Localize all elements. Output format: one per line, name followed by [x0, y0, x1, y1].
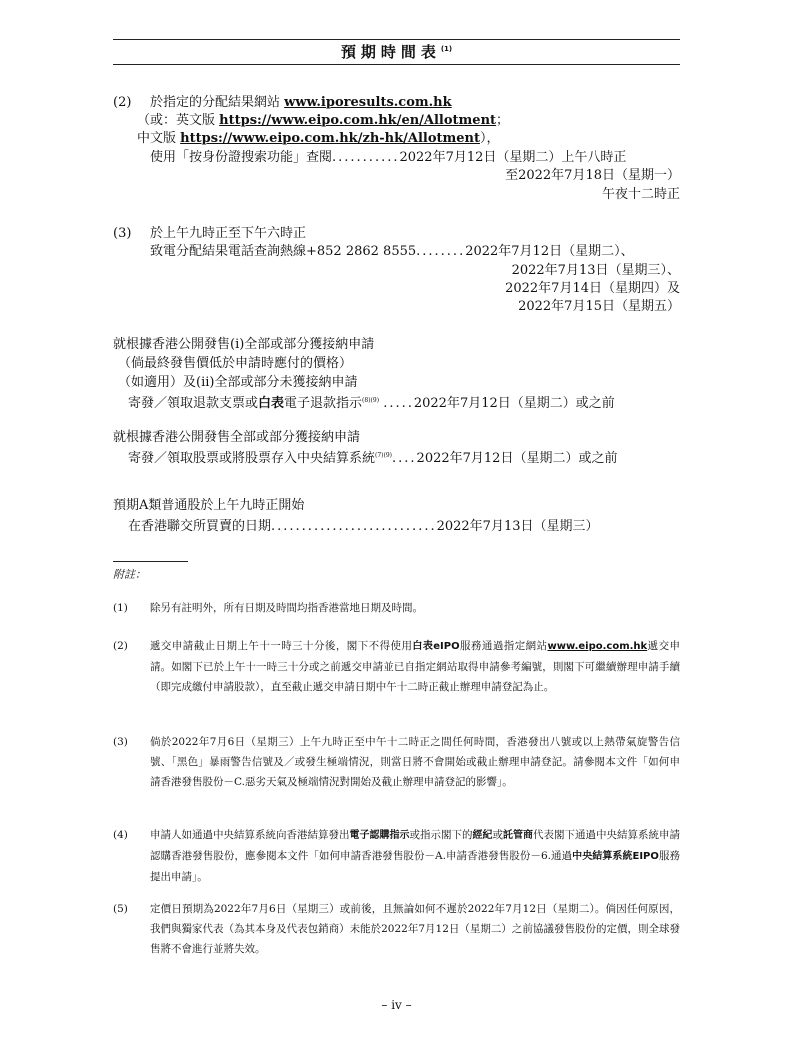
item2-line3: [137, 130, 500, 148]
page-title-text: 預期時間表: [340, 43, 441, 61]
header-top-rule: [113, 39, 680, 40]
certificates-date: 2022年7月12日（星期二）或之前: [416, 451, 618, 466]
note4-text-d: 代表閣下通過中央結算系統申請認購香港發售股份，應參閱本文件「如何申請香港發售股份－A.申請香港發售股份－6.通過: [150, 829, 680, 862]
note5-text: 定價日預期為2022年7月6日（星期三）或前後，且無論如何不遲於2022年7月12日（星期二）。倘因任何原因，我們與獨家代表（為其本身及代表包銷商）未能於2022年7月12日（星期二）之前協議發售股份的定價，則全球發售將不會進行並將失效。: [150, 903, 680, 955]
note4-text: [150, 825, 680, 887]
refund-line4-text: 寄發／領取退款支票或: [128, 396, 259, 411]
refund-date: 2022年7月12日（星期二）或之前: [413, 396, 615, 411]
notes-divider: [113, 561, 188, 562]
broker-label: 經紀: [472, 830, 493, 841]
certificates-leader-dots: ....: [392, 451, 417, 466]
page-number: – iv –: [381, 998, 412, 1012]
refund-line2: （倘最終發售價低於申請時應付的價格）: [118, 356, 353, 371]
refund-leader-dots: .....: [383, 396, 414, 411]
item3-line2: [150, 243, 634, 261]
item2-line1: [150, 94, 452, 112]
note2-text-a: 遞交申請截止日期上午十一時三十分後，閣下不得使用: [150, 640, 413, 652]
item3-number: (3): [113, 226, 132, 241]
custodian-label: 託管商: [503, 830, 533, 841]
item2-line2: [137, 112, 509, 130]
refund-line4-text-b: 電子退款指示: [284, 396, 363, 411]
note3-number: (3): [113, 736, 128, 748]
item3-line1: 於上午九時正至下午六時正: [150, 226, 307, 241]
item3-date-3: 2022年7月14日（星期四）及: [505, 281, 680, 296]
white-form-eipo-label: 白表eIPO: [412, 641, 460, 652]
page-title-note: (1): [440, 45, 453, 53]
note2-text-b: 服務通過指定網站: [459, 640, 548, 652]
certificates-note-ref: (7)(9): [375, 452, 393, 459]
item3-leader-dots: ........: [416, 244, 466, 259]
iporesults-link[interactable]: www.iporesults.com.hk: [284, 95, 452, 110]
white-form-label: 白表: [258, 396, 285, 411]
item2-leader-dots: ...........: [332, 150, 400, 165]
item2-number: (2): [113, 95, 132, 110]
item2-line4-label: 使用「按身份證搜索功能」查閱: [150, 150, 333, 165]
note3-text: 倘於2022年7月6日（星期三）上午九時正至中午十二時正之間任何時間，香港發出八號或以上熱帶氣旋警告信號、「黑色」暴雨警告信號及／或發生極端情況，則當日將不會開始或截止辦理申請登記。請參閱本文件「如何申請香港發售股份－C.惡劣天氣及極端情況對開始及截止辦理申請登記的影響」。: [150, 736, 680, 788]
eipo-en-link[interactable]: https://www.eipo.com.hk/en/Allotment: [219, 113, 497, 128]
electronic-application-label: 電子認購指示: [349, 830, 410, 841]
item3-date-4: 2022年7月15日（星期五）: [518, 299, 680, 314]
note4-text-a: 申請人如通過中央結算系統向香港結算發出: [150, 829, 350, 841]
refund-line3: （如適用）及(ii)全部或部分未獲接納申請: [118, 375, 358, 390]
certificates-line2: [128, 447, 617, 468]
page-title: [113, 41, 680, 62]
eipo-zh-link[interactable]: https://www.eipo.com.hk/zh-hk/Allotment: [180, 131, 480, 146]
refund-line1: 就根據香港公開發售(i)全部或部分獲接納申請: [113, 337, 375, 352]
note5-number: (5): [113, 903, 128, 915]
certificates-line1: 就根據香港公開發售全部或部分獲接納申請: [113, 430, 361, 445]
dealings-leader-dots: ...........................: [271, 519, 437, 534]
ccass-eipo-label: 中央結算系統EIPO: [572, 851, 659, 862]
item2-end-time: 午夜十二時正: [601, 187, 680, 202]
note4-text-c: 或: [492, 829, 503, 841]
item2-line3-text: 中文版: [137, 131, 181, 146]
item2-start-time: 2022年7月12日（星期二）上午八時正: [399, 150, 627, 165]
refund-line4: [128, 392, 615, 413]
note1-text: 除另有註明外，所有日期及時間均指香港當地日期及時間。: [150, 602, 423, 614]
item2-line2-suffix: ；: [496, 113, 510, 128]
note4-number: (4): [113, 829, 128, 841]
item2-line3-suffix: ），: [480, 131, 500, 146]
hotline-label: 致電分配結果電話查詢熱線+852 2862 8555: [150, 244, 417, 259]
note2-text-c: 遞交申請。如閣下已於上午十一時三十分或之前遞交申請並已自指定網站取得申請參考編號，則閣下可繼續辦理申請手續（即完成繳付申請股款），直至截止遞交申請日期中午十二時正截止辦理申請登記為止。: [150, 640, 681, 693]
item2-line2-text: （或：英文版: [137, 113, 220, 128]
dealings-date: 2022年7月13日（星期三）: [436, 519, 599, 534]
dealings-line2: [128, 518, 599, 536]
note2-text: [150, 636, 680, 697]
header-bottom-rule: [113, 64, 680, 65]
item3-date-2: 2022年7月13日（星期三）、: [511, 263, 680, 278]
certificates-label: 寄發／領取股票或將股票存入中央結算系統: [128, 451, 376, 466]
item2-line1-text: 於指定的分配結果網站: [150, 95, 285, 110]
item2-end-date: 至2022年7月18日（星期一）: [505, 168, 680, 183]
dealings-line1: 預期A類普通股於上午九時正開始: [113, 498, 305, 513]
note4-text-b: 或指示閣下的: [409, 829, 473, 841]
note4-text-e: 服務提出申請」。: [150, 850, 681, 883]
item2-line4: [150, 149, 626, 167]
refund-note-ref: (8)(9): [362, 397, 380, 404]
eipo-website-link[interactable]: www.eipo.com.hk: [547, 641, 648, 652]
notes-label: 附註：: [113, 568, 146, 581]
note2-number: (2): [113, 640, 128, 652]
dealings-label: 在香港聯交所買賣的日期: [128, 519, 272, 534]
item3-date-1: 2022年7月12日（星期二）、: [465, 244, 634, 259]
note1-number: (1): [113, 602, 128, 614]
